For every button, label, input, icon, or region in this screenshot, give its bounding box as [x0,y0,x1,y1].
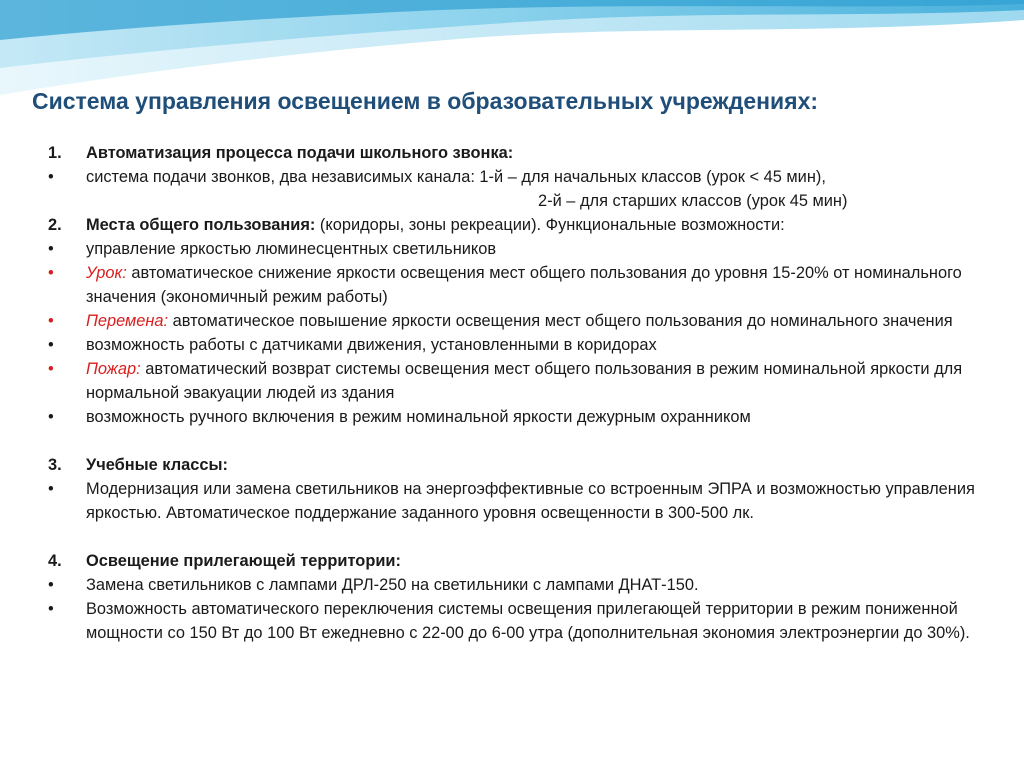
spacer [48,429,1008,453]
list-item-fire [48,357,1008,405]
spacer [48,525,1008,549]
list-item-text: 2-й – для старших классов (урок 45 мин) [538,192,848,210]
list-item-break [48,309,1008,333]
section-number: 4. [48,552,62,570]
slide-content [48,141,1008,645]
list-item-lesson [48,261,1008,309]
bullet: • [48,168,54,186]
list-item [48,597,1008,645]
section-2-heading [48,213,1008,237]
mode-label: Урок: [86,264,127,282]
list-item-text: автоматическое снижение яркости освещения мест общего пользования до уровня 15-20% от номинального значения (экономичный режим работы) [86,264,962,306]
slide-title: Система управления освещением в образовательных учреждениях: [32,88,819,114]
list-item-text: Возможность автоматического переключения системы освещения прилегающей территории в режим пониженной мощности со 150 Вт до 100 Вт ежедневно с 22-00 до 6-00 утра (дополнительная экономия электроэнергии до 30%). [86,600,970,642]
bullet-red: • [48,360,54,378]
bullet: • [48,240,54,258]
list-item-text: возможность работы с датчиками движения, установленными в коридорах [86,336,657,354]
list-item [48,405,1008,429]
section-heading-rest: (коридоры, зоны рекреации). Функциональные возможности: [315,216,785,234]
bullet: • [48,336,54,354]
section-heading-text: Освещение прилегающей территории: [86,552,401,570]
list-item-text: система подачи звонков, два независимых канала: 1-й – для начальных классов (урок < 45 мин), [86,168,826,186]
list-item-text: возможность ручного включения в режим номинальной яркости дежурным охранником [86,408,751,426]
section-1-heading [48,141,1008,165]
list-item [48,573,1008,597]
section-heading-text: Автоматизация процесса подачи школьного звонка: [86,144,514,162]
section-number: 1. [48,144,62,162]
section-heading-text: Места общего пользования: [86,216,316,234]
section-number: 3. [48,456,62,474]
list-item [48,333,1008,357]
section-heading-text: Учебные классы: [86,456,228,474]
list-item-text: Замена светильников с лампами ДРЛ-250 на светильники с лампами ДНАТ-150. [86,576,699,594]
list-item-continuation [48,189,1008,213]
list-item [48,477,1008,525]
list-item-text: автоматическое повышение яркости освещения мест общего пользования до номинального значения [168,312,953,330]
section-number: 2. [48,216,62,234]
bullet: • [48,480,54,498]
bullet: • [48,408,54,426]
bullet: • [48,576,54,594]
section-4-heading [48,549,1008,573]
list-item-text: Модернизация или замена светильников на энергоэффективные со встроенным ЭПРА и возможностью управления яркостью. Автоматическое поддержание заданного уровня освещенности в 300-500 лк. [86,480,975,522]
bullet-red: • [48,264,54,282]
bullet: • [48,600,54,618]
section-3-heading [48,453,1008,477]
header-wave-decoration [0,0,1024,140]
bullet-red: • [48,312,54,330]
list-item-text: управление яркостью люминесцентных светильников [86,240,497,258]
list-item [48,237,1008,261]
list-item [48,165,1008,189]
list-item-text: автоматический возврат системы освещения мест общего пользования в режим номинальной яркости для нормальной эвакуации людей из здания [86,360,963,402]
mode-label: Перемена: [86,312,169,330]
mode-label: Пожар: [86,360,141,378]
